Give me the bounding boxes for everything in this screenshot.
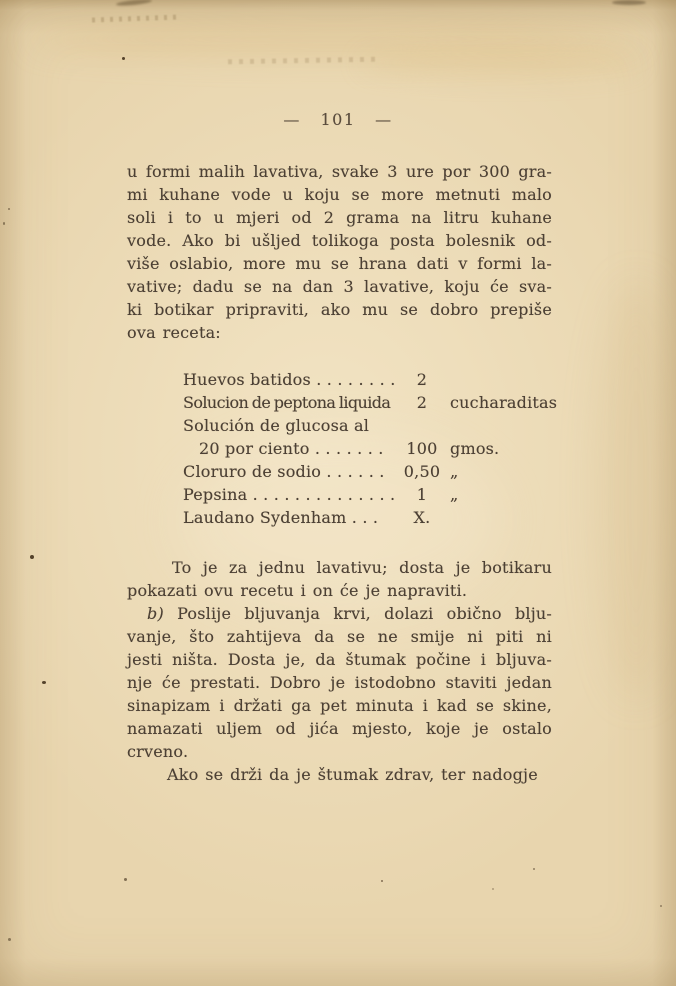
ingredient-unit bbox=[445, 506, 552, 529]
text-line: vanje, što zahtijeva da se ne smije ni piti ni bbox=[127, 627, 552, 646]
ingredient-unit bbox=[445, 414, 552, 437]
ingredient-unit bbox=[445, 368, 552, 391]
paper-speck bbox=[124, 878, 127, 881]
prescription-row bbox=[183, 506, 552, 529]
paper-speck bbox=[3, 222, 5, 225]
text-line: pokazati ovu recetu i on će je napraviti. bbox=[127, 581, 468, 600]
ingredient-qty: X. bbox=[413, 508, 431, 527]
paragraph-continued bbox=[127, 160, 552, 344]
paper-stain bbox=[360, 50, 640, 76]
prescription-row bbox=[183, 414, 552, 437]
ingredient-name: Solución de glucosa al bbox=[183, 416, 370, 435]
paper-speck bbox=[8, 938, 11, 941]
text-line: Ako se drži da je štumak zdrav, ter nadogje bbox=[167, 765, 538, 784]
text-line: ova receta: bbox=[127, 323, 221, 342]
ingredient-qty: 2 bbox=[416, 393, 428, 412]
paragraph-summary bbox=[127, 556, 552, 602]
text-line-rest: Poslije bljuvanja krvi, dolazi obično blju- bbox=[177, 604, 552, 623]
paper-stain bbox=[596, 280, 676, 700]
prescription-row bbox=[183, 437, 552, 460]
ingredient-unit: „ bbox=[450, 485, 459, 504]
paper-speck bbox=[381, 880, 383, 882]
prescription-row bbox=[183, 391, 558, 414]
ingredient-qty: 100 bbox=[406, 439, 438, 458]
ingredient-unit: gmos. bbox=[450, 439, 500, 458]
text-line: soli i to u mjeri od 2 grama na litru kuhane bbox=[127, 208, 552, 227]
ingredient-qty: 2 bbox=[416, 370, 428, 389]
ingredient-unit: „ bbox=[450, 462, 459, 481]
ingredient-name: Huevos batidos . . . . . . . . bbox=[183, 370, 396, 389]
pencil-mark bbox=[116, 0, 152, 7]
paper-speck bbox=[533, 868, 535, 870]
text-line: vative; dadu se na dan 3 lavative, koju će sva- bbox=[127, 277, 552, 296]
paper-speck bbox=[42, 681, 46, 684]
paragraph-b bbox=[127, 602, 552, 763]
text-block bbox=[127, 160, 558, 786]
text-line: ki botikar pripraviti, ako mu se dobro prepiše bbox=[127, 300, 552, 319]
prescription-list bbox=[183, 368, 558, 529]
paper-stain bbox=[30, 22, 640, 56]
ingredient-name: Laudano Sydenham . . . bbox=[183, 508, 379, 527]
prescription-row bbox=[183, 368, 552, 391]
text-line: mi kuhane vode u koju se more metnuti malo bbox=[127, 185, 552, 204]
pencil-mark bbox=[228, 57, 378, 65]
prescription-row bbox=[183, 460, 552, 483]
text-line bbox=[127, 602, 552, 625]
ingredient-name: Cloruro de sodio . . . . . . bbox=[183, 462, 385, 481]
prescription-row bbox=[183, 483, 552, 506]
page-number-header: — 101 — bbox=[283, 110, 393, 129]
item-letter-b: b) bbox=[147, 604, 164, 623]
ingredient-name: Pepsina . . . . . . . . . . . . . . bbox=[183, 485, 396, 504]
paragraph-last bbox=[127, 763, 552, 786]
ingredient-name: Solucion de peptona liquida bbox=[183, 393, 391, 412]
ingredient-name: 20 por ciento . . . . . . . bbox=[199, 439, 384, 458]
ingredient-qty bbox=[399, 414, 445, 437]
pencil-mark bbox=[612, 0, 646, 5]
text-line: sinapizam i držati ga pet minuta i kad se skine, bbox=[127, 696, 552, 715]
paper-speck bbox=[660, 905, 662, 907]
text-line: jesti ništa. Dosta je, da štumak počine i bljuva- bbox=[127, 650, 552, 669]
text-line: To je za jednu lavativu; dosta je botikaru bbox=[172, 558, 552, 577]
pencil-mark bbox=[92, 14, 182, 22]
ingredient-qty: 0,50 bbox=[403, 462, 441, 481]
text-line: namazati uljem od jića mjesto, koje je ostalo bbox=[127, 719, 552, 738]
paper-speck bbox=[8, 208, 10, 210]
ingredient-unit: cucharaditas bbox=[450, 393, 558, 412]
text-line: nje će prestati. Dobro je istodobno staviti jedan bbox=[127, 673, 552, 692]
text-line: vode. Ako bi ušljed tolikoga posta bolesnik od- bbox=[127, 231, 552, 250]
text-line: crveno. bbox=[127, 742, 189, 761]
paper-speck bbox=[122, 57, 125, 60]
paper-speck bbox=[30, 555, 34, 559]
ingredient-qty: 1 bbox=[416, 485, 428, 504]
text-line: više oslabio, more mu se hrana dati v formi la- bbox=[127, 254, 552, 273]
text-line: u formi malih lavativa, svake 3 ure por 300 gra- bbox=[127, 162, 552, 181]
paper-speck bbox=[492, 888, 494, 890]
